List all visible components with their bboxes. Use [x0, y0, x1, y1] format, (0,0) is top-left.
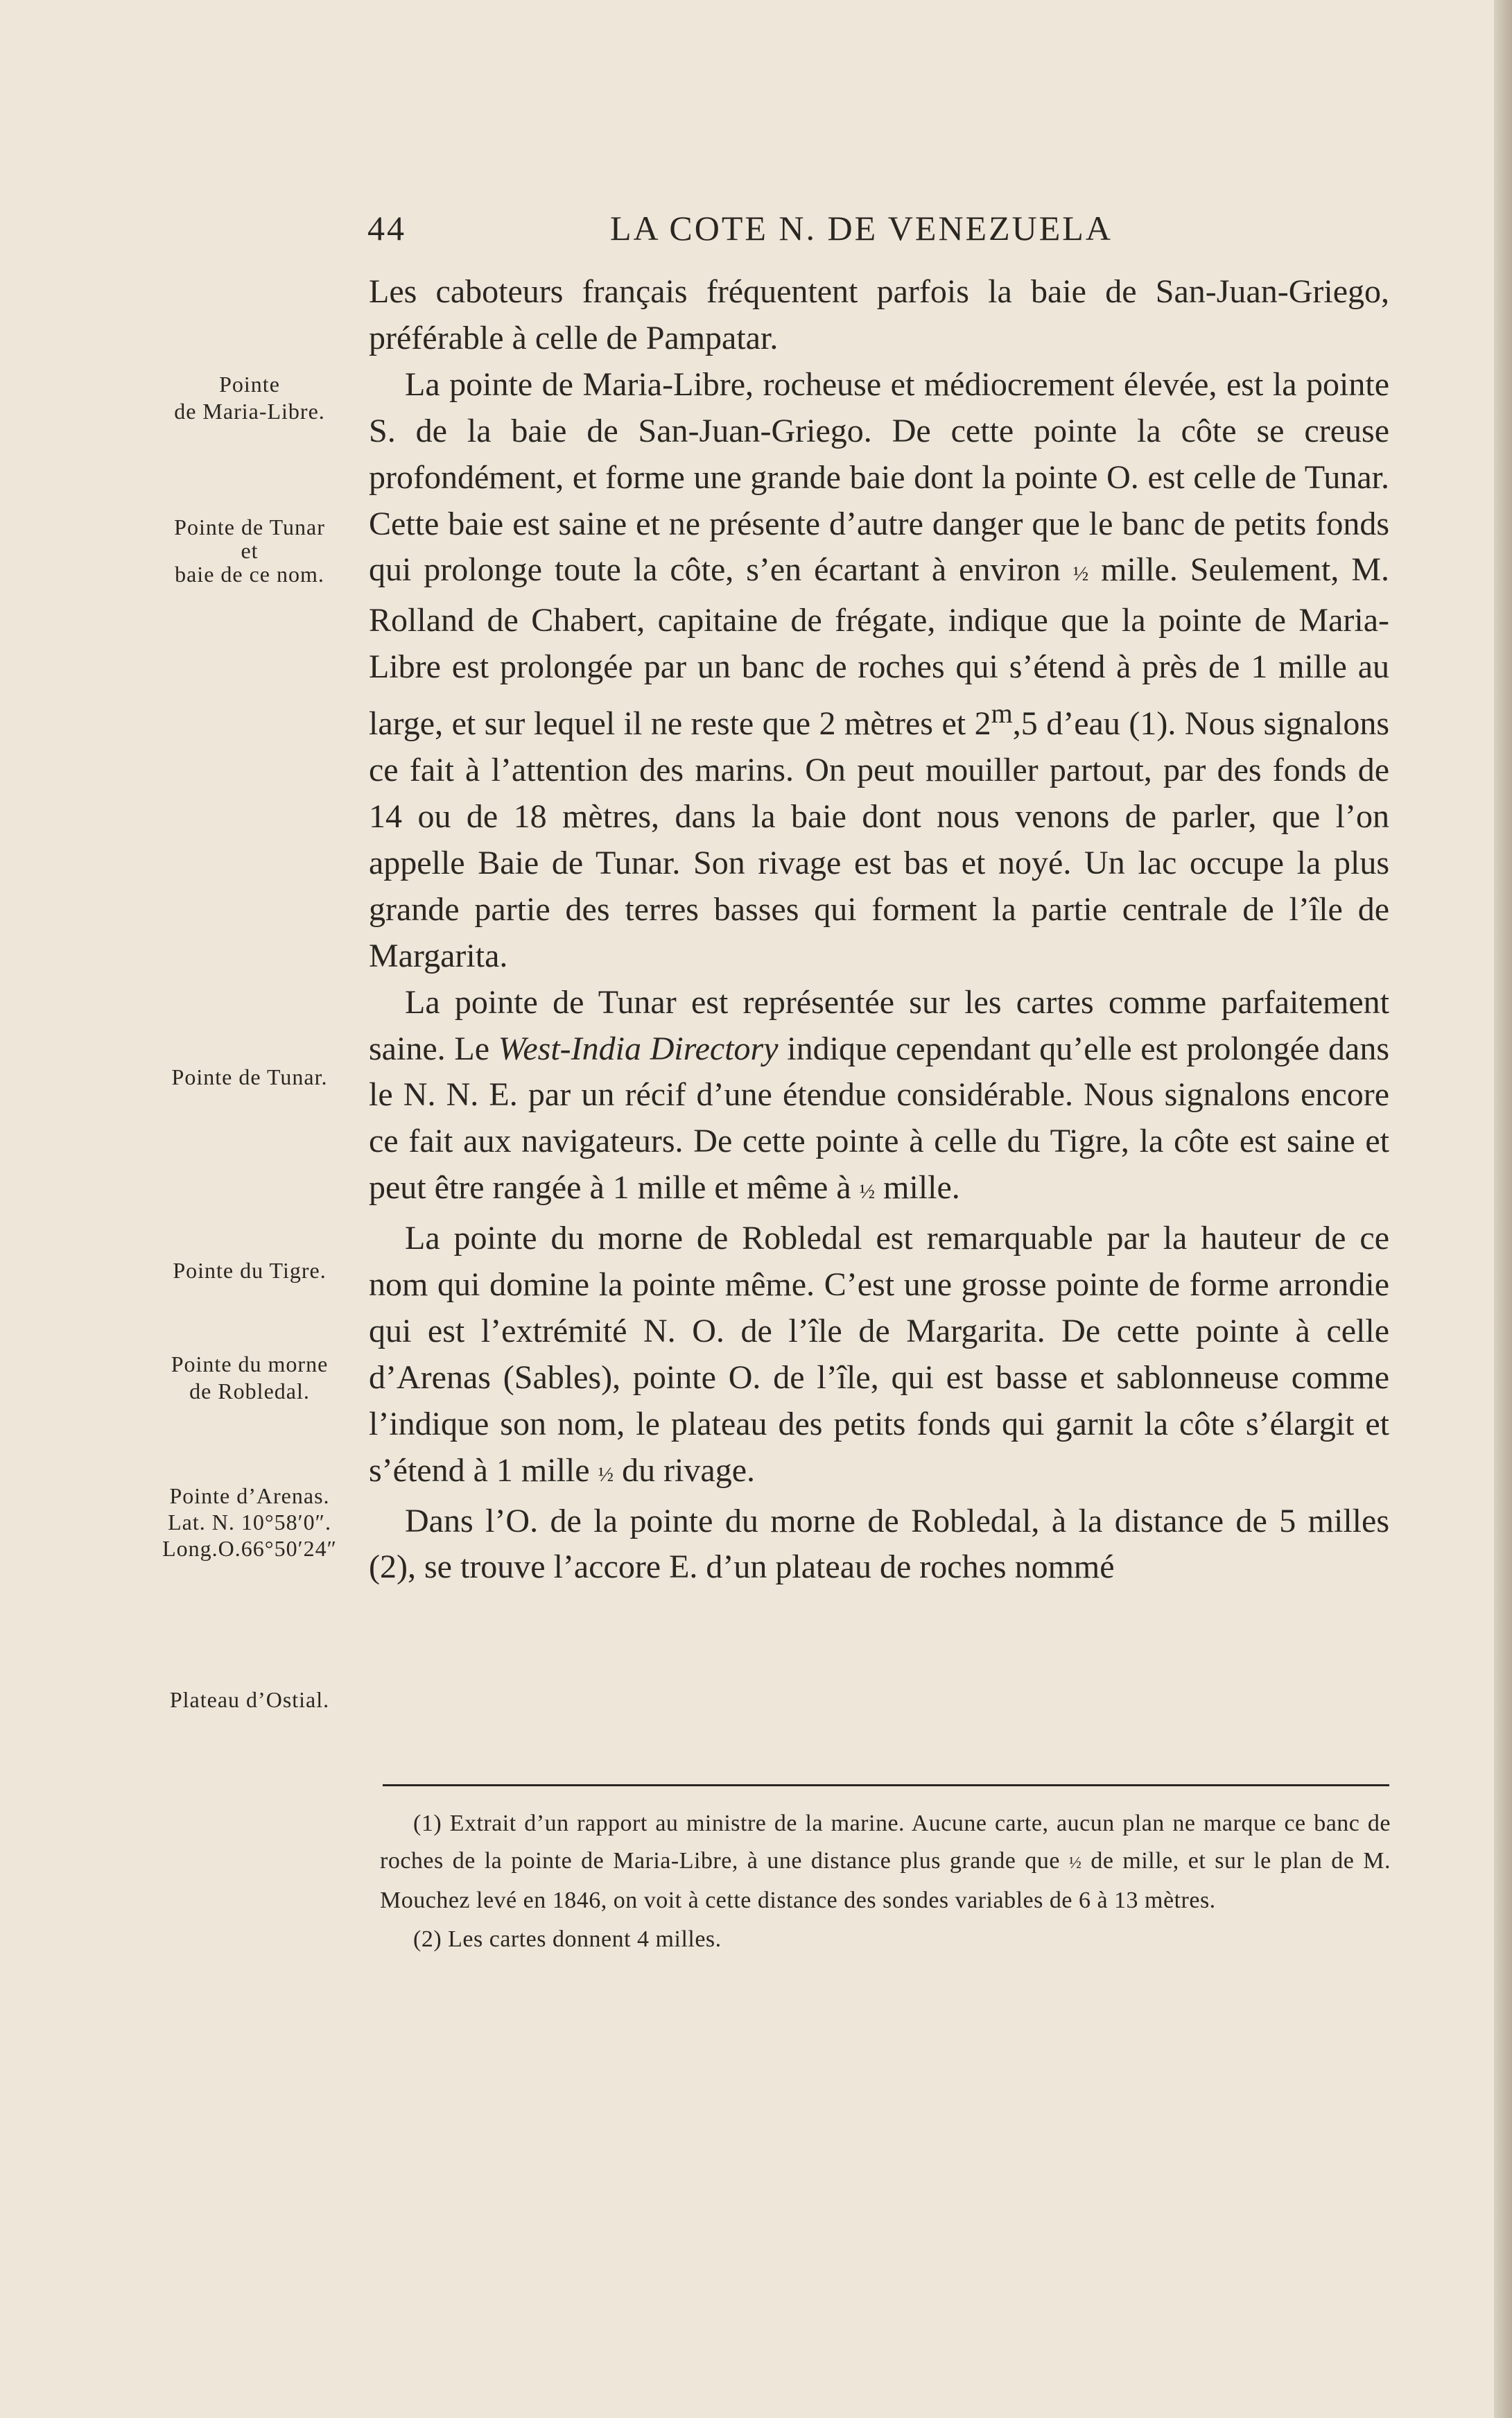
paragraph-5: Dans l’O. de la pointe du morne de Robledal, à la distance de 5 milles (2), se trouve l’accore E. d’un plateau de roches nommé [369, 1502, 1389, 1586]
fraction: ½ [598, 1462, 614, 1486]
margin-note-line: baie de ce nom. [175, 562, 324, 587]
margin-note-ostial [142, 1686, 357, 1713]
paragraph-4 [369, 1216, 1389, 1498]
paragraph-3 [369, 980, 1389, 1216]
fraction: ½ [859, 1180, 876, 1204]
margin-note-arenas [142, 1483, 357, 1562]
text-run: de mille, et sur le plan de M. Mouchez levé en 1846, on voit à cette distance des sondes variables de 6 à 13 mètres. [380, 1848, 1391, 1913]
footnote-2: (2) Les cartes donnent 4 milles. [413, 1926, 722, 1952]
italic-title: West-India Directory [498, 1030, 779, 1067]
page-number: 44 [367, 209, 406, 248]
margin-note-line: Pointe du morne [171, 1352, 329, 1376]
margin-note-line: Lat. N. 10°58′0″. [168, 1510, 331, 1535]
margin-note-line: de Maria-Libre. [174, 399, 325, 424]
footnote-1 [380, 1805, 1391, 1919]
text-run: mille. Seulement, M. Rolland de Chabert, capitaine de frégate, indique que la pointe de Maria-Libre est prolongée par un banc de roches qui s’étend à près de 1 mille au large, et sur lequel il ne reste que 2 mètres et 2 [369, 551, 1389, 743]
margin-note-line: Long.O.66°50′24″ [162, 1536, 337, 1561]
text-run: La pointe de Maria-Libre, rocheuse et médiocrement élevée, est la pointe S. de la baie de San-Juan-Griego. De cette pointe la côte se creuse profondément, et forme une grande baie dont la pointe O. est celle de Tunar. Cette baie est saine et ne présente d’autre danger que le banc de petits fonds qui prolonge toute la côte, s’en écartant à environ [369, 365, 1389, 589]
margin-note-robledal [142, 1351, 357, 1405]
footnote-rule [383, 1784, 1389, 1786]
fraction: ½ [1068, 1854, 1082, 1872]
margin-note-line: de Robledal. [189, 1379, 310, 1404]
superscript: m [991, 698, 1013, 729]
footnotes [380, 1805, 1391, 1958]
margin-note-tunar-bay [142, 515, 357, 586]
text-run: du rivage. [614, 1451, 755, 1489]
main-text [369, 269, 1389, 1591]
text-run: mille. [875, 1169, 960, 1207]
margin-note-line: Pointe de Tunar [174, 515, 325, 539]
running-title: LA COTE N. DE VENEZUELA [610, 209, 1113, 248]
text-run: ,5 d’eau (1). Nous signalons ce fait à l’attention des marins. On peut mouiller partout, par des fonds de 14 ou de 18 mètres, dans la baie dont nous venons de parler, que l’on appelle Baie de Tunar. Son rivage est bas et noyé. Un lac occupe la plus grande partie des terres basses qui forment la partie centrale de l’île de Margarita. [369, 705, 1389, 974]
fraction: ½ [1072, 562, 1089, 586]
text-run: La pointe du morne de Robledal est remarquable par la hauteur de ce nom qui domine la pointe même. C’est une grosse pointe de forme arrondie qui est l’extrémité N. O. de l’île de Margarita. De cette pointe à celle d’Arenas (Sables), pointe O. de l’île, qui est basse et sablonneuse comme l’indique son nom, le plateau des petits fonds qui garnit la côte s’élargit et s’étend à 1 mille [369, 1220, 1389, 1489]
running-head [367, 208, 1393, 257]
page-edge [1494, 0, 1512, 2418]
margin-note-tigre [142, 1257, 357, 1284]
margin-note-line: Pointe [219, 372, 280, 397]
margin-note-line: Plateau d’Ostial. [169, 1687, 330, 1712]
paragraph-2 [369, 362, 1389, 980]
margin-note-tunar [142, 1064, 357, 1091]
margin-note-line: et [241, 538, 259, 563]
text-run: (1) Extrait d’un rapport au ministre de la marine. Aucune carte, aucun plan ne marque ce banc de roches de la pointe de Maria-Libre, à une distance plus grande que [380, 1811, 1391, 1874]
margin-note-maria-libre [142, 371, 357, 425]
text-run: La pointe de Tunar est représentée sur les cartes comme parfaitement saine. Le [369, 983, 1389, 1067]
text-run: indique cependant qu’elle est prolongée dans le N. N. E. par un récif d’une étendue considérable. Nous signalons encore ce fait aux navigateurs. De cette pointe à celle du Tigre, la côte est saine et peut être rangée à 1 mille et même à [369, 1030, 1390, 1207]
margin-note-line: Pointe de Tunar. [171, 1064, 328, 1089]
margin-note-line: Pointe d’Arenas. [169, 1483, 330, 1508]
paragraph-1: Les caboteurs français fréquentent parfois la baie de San-Juan-Griego, préférable à celle de Pampatar. [369, 273, 1389, 356]
margin-note-line: Pointe du Tigre. [173, 1258, 327, 1283]
